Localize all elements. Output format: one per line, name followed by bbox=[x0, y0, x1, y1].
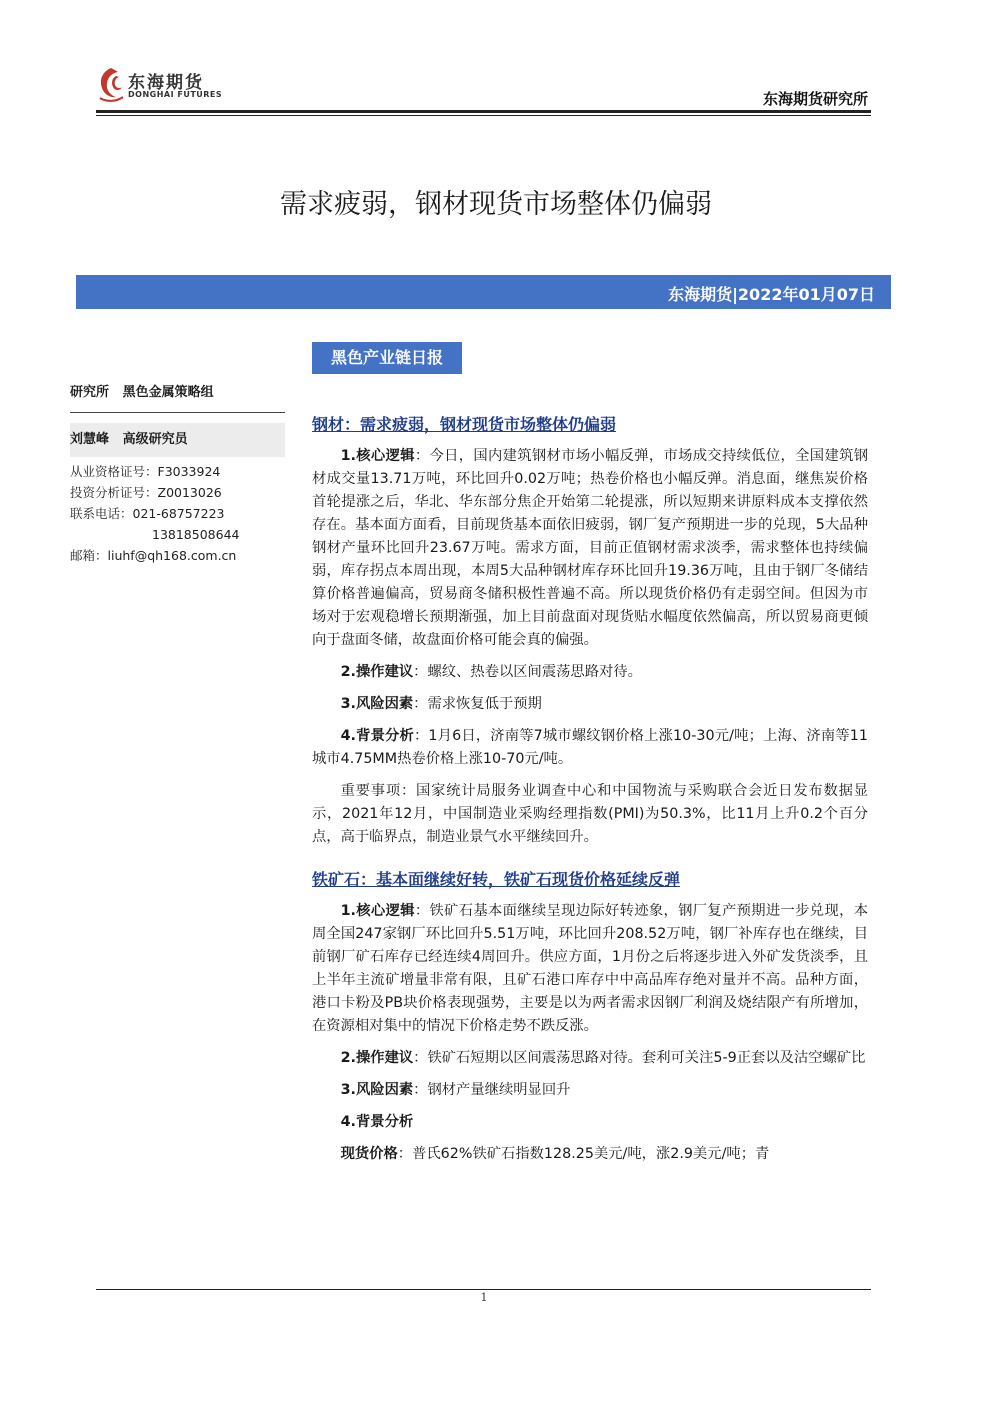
ore-core-logic-text: ：铁矿石基本面继续呈现边际好转迹象，钢厂复产预期进一步兑现，本周全国247家钢厂环比回升5.51万吨，环比回升208.52万吨，钢厂补库存也在继续，目前钢厂矿石库存已经连续4周回升。供应方面，1月份之后将逐步进入外矿发货淡季，且上半年主流矿增量非常有限，且矿石港口库存中中高品库存绝对量并不高。品种方面，港口卡粉及PB块价格表现强势，主要是以为两者需求因钢厂利润及烧结限产有所增加，在资源相对集中的情况下价格走势不跌反涨。 bbox=[312, 903, 868, 1034]
ore-background bbox=[312, 1111, 868, 1134]
team-name: 研究所 黑色金属策略组 bbox=[70, 385, 214, 400]
ore-risk-text: ：钢材产量继续明显回升 bbox=[413, 1082, 571, 1098]
logo-cn-text: 东海期货 bbox=[128, 73, 204, 93]
ore-section-heading[interactable]: 铁矿石：基本面继续好转，铁矿石现货价格延续反弹 bbox=[312, 870, 681, 889]
analyst-number: 投资分析证号：Z0013026 bbox=[70, 485, 222, 500]
contact-mobile: 13818508644 bbox=[152, 527, 240, 542]
contact-email: 邮箱：liuhf@qh168.com.cn bbox=[70, 548, 237, 563]
ore-spot-price-text: ：普氏62%铁矿石指数128.25美元/吨，涨2.9美元/吨；青 bbox=[397, 1146, 770, 1162]
contact-phone: 联系电话：021-68757223 bbox=[70, 506, 225, 521]
ore-risk bbox=[312, 1079, 868, 1102]
steel-core-logic bbox=[312, 445, 868, 652]
document-title: 需求疲弱，钢材现货市场整体仍偏弱 bbox=[280, 189, 712, 220]
steel-core-logic-label: 1.核心逻辑 bbox=[340, 448, 415, 464]
report-date: 东海期货|2022年01月07日 bbox=[668, 285, 875, 304]
section-tag: 黑色产业链日报 bbox=[312, 342, 462, 374]
donghai-logo bbox=[96, 62, 236, 108]
ore-risk-label: 3.风险因素 bbox=[340, 1082, 414, 1098]
ore-background-label: 4.背景分析 bbox=[340, 1114, 414, 1130]
steel-background bbox=[312, 725, 868, 771]
steel-operation-text: ：螺纹、热卷以区间震荡思路对待。 bbox=[413, 664, 642, 680]
steel-operation-label: 2.操作建议 bbox=[340, 664, 414, 680]
ore-spot-price-label: 现货价格 bbox=[340, 1146, 398, 1162]
steel-risk bbox=[312, 693, 868, 716]
ore-operation bbox=[312, 1047, 868, 1070]
org-header: 东海期货研究所 bbox=[762, 90, 868, 108]
sidebar-rule bbox=[70, 412, 285, 413]
ore-core-logic bbox=[312, 900, 868, 1038]
steel-risk-label: 3.风险因素 bbox=[340, 696, 414, 712]
page-number: 1 bbox=[480, 1291, 488, 1304]
date-banner bbox=[76, 275, 891, 309]
ore-operation-text: ：铁矿石短期以区间震荡思路对待。套利可关注5-9正套以及沽空螺矿比 bbox=[413, 1050, 866, 1066]
steel-background-label: 4.背景分析 bbox=[340, 728, 414, 744]
header-rule bbox=[96, 110, 871, 113]
steel-core-logic-text: ：今日，国内建筑钢材市场小幅反弹，市场成交持续低位，全国建筑钢材成交量13.71万吨，环比回升0.02万吨；热卷价格也小幅反弹。消息面，继焦炭价格首轮提涨之后，华北、华东部分焦企开始第二轮提涨，所以短期来讲原料成本支撑依然存在。基本面方面看，目前现货基本面依旧疲弱，钢厂复产预期进一步的兑现，5大品种钢材产量环比回升23.67万吨。需求方面，目前正值钢材需求淡季，需求整体也持续偏弱，库存拐点本周出现，本周5大品种钢材库存环比回升19.36万吨，且由于钢厂冬储结算价格普遍偏高，贸易商冬储积极性普遍不高。所以现货价格仍有走弱空间。但因为市场对于宏观稳增长预期渐强，加上目前盘面对现货贴水幅度依然偏高，所以贸易商更倾向于盘面冬储，故盘面价格可能会真的偏强。 bbox=[312, 448, 868, 648]
header-rule-thin bbox=[96, 115, 871, 116]
ore-operation-label: 2.操作建议 bbox=[340, 1050, 414, 1066]
logo-en-text: DONGHAI FUTURES bbox=[128, 90, 223, 99]
qualification-number: 从业资格证号：F3033924 bbox=[70, 464, 221, 479]
steel-important-note: 重要事项：国家统计局服务业调查中心和中国物流与采购联合会近日发布数据显示，2021年12月，中国制造业采购经理指数(PMI)为50.3%，比11月上升0.2个百分点，高于临界点，制造业景气水平继续回升。 bbox=[312, 783, 868, 845]
author-name: 刘慧峰 高级研究员 bbox=[70, 423, 285, 457]
donghai-emblem-icon bbox=[96, 64, 126, 104]
steel-operation bbox=[312, 661, 868, 684]
footer-rule bbox=[96, 1289, 871, 1290]
steel-background-text: ：1月6日，济南等7城市螺纹钢价格上涨10-30元/吨；上海、济南等11城市4.75MM热卷价格上涨10-70元/吨。 bbox=[312, 728, 868, 767]
steel-risk-text: ：需求恢复低于预期 bbox=[413, 696, 542, 712]
author-sidebar bbox=[70, 380, 285, 566]
steel-section-heading[interactable]: 钢材：需求疲弱，钢材现货市场整体仍偏弱 bbox=[312, 415, 617, 434]
ore-spot-price bbox=[312, 1143, 868, 1166]
ore-core-logic-label: 1.核心逻辑 bbox=[340, 903, 415, 919]
main-content bbox=[312, 412, 868, 1175]
